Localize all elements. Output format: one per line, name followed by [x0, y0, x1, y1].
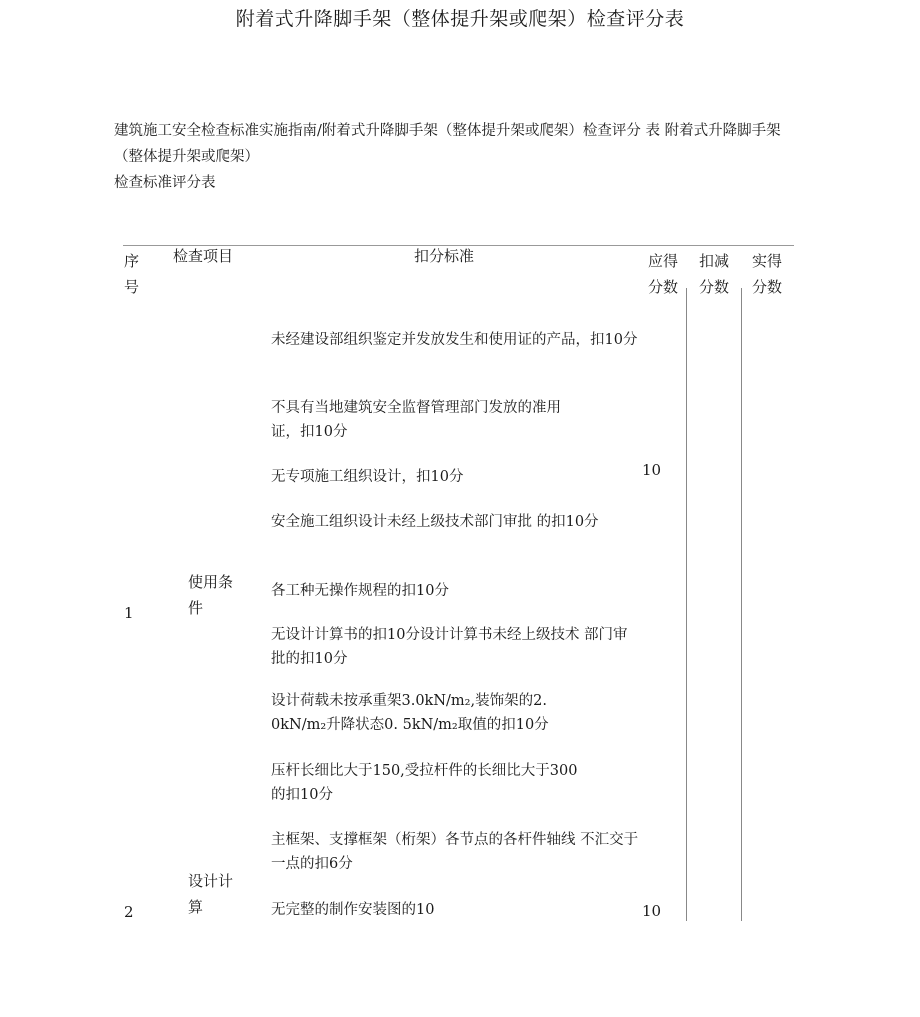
criteria-item: 主框架、支撑框架（桁架）各节点的各杆件轴线 不汇交于一点的扣6分 — [271, 832, 639, 872]
criteria-item: 无设计计算书的扣10分设计计算书未经上级技术 部门审批的扣10分 — [271, 627, 628, 667]
row-seq: 2 — [124, 903, 134, 921]
row-full-score: 10 — [642, 461, 662, 479]
row-seq: 1 — [124, 604, 134, 622]
intro-subtitle: 检查标准评分表 — [114, 175, 216, 191]
header-actual: 实得分数 — [752, 252, 783, 296]
criteria-item: 设计荷载未按承重架3.0kN/m₂,装饰架的2. 0kN/m₂升降状态0. 5kN/m₂取值的扣10分 — [271, 693, 549, 733]
header-criteria: 扣分标准 — [414, 247, 475, 265]
header-seq: 序号 — [124, 252, 140, 296]
row-item: 使用条件 — [188, 573, 234, 617]
page-title: 附着式升降脚手架（整体提升架或爬架）检查评分表 — [235, 8, 685, 30]
intro-text: 建筑施工安全检查标准实施指南/附着式升降脚手架（整体提升架或爬架）检查评分 表 附着式升降脚手架（整体提升架或爬架） — [114, 123, 781, 165]
header-full-score: 应得分数 — [648, 252, 679, 296]
row-full-score: 10 — [642, 902, 662, 920]
criteria-item: 未经建设部组织鉴定并发放发生和使用证的产品，扣10分 — [271, 332, 638, 348]
criteria-item: 无完整的制作安装图的10 — [271, 902, 435, 918]
criteria-item: 压杆长细比大于150,受拉杆件的长细比大于300的扣10分 — [271, 763, 578, 803]
header-deduct: 扣减分数 — [699, 252, 730, 296]
criteria-item: 安全施工组织设计未经上级技术部门审批 的扣10分 — [271, 514, 599, 530]
criteria-item: 无专项施工组织设计，扣10分 — [271, 469, 464, 485]
criteria-item: 不具有当地建筑安全监督管理部门发放的准用证，扣10分 — [271, 400, 561, 440]
column-divider — [686, 288, 687, 921]
column-divider — [741, 288, 742, 921]
row-item: 设计计算 — [188, 872, 234, 916]
header-item: 检查项目 — [173, 247, 234, 265]
criteria-item: 各工种无操作规程的扣10分 — [271, 583, 449, 599]
